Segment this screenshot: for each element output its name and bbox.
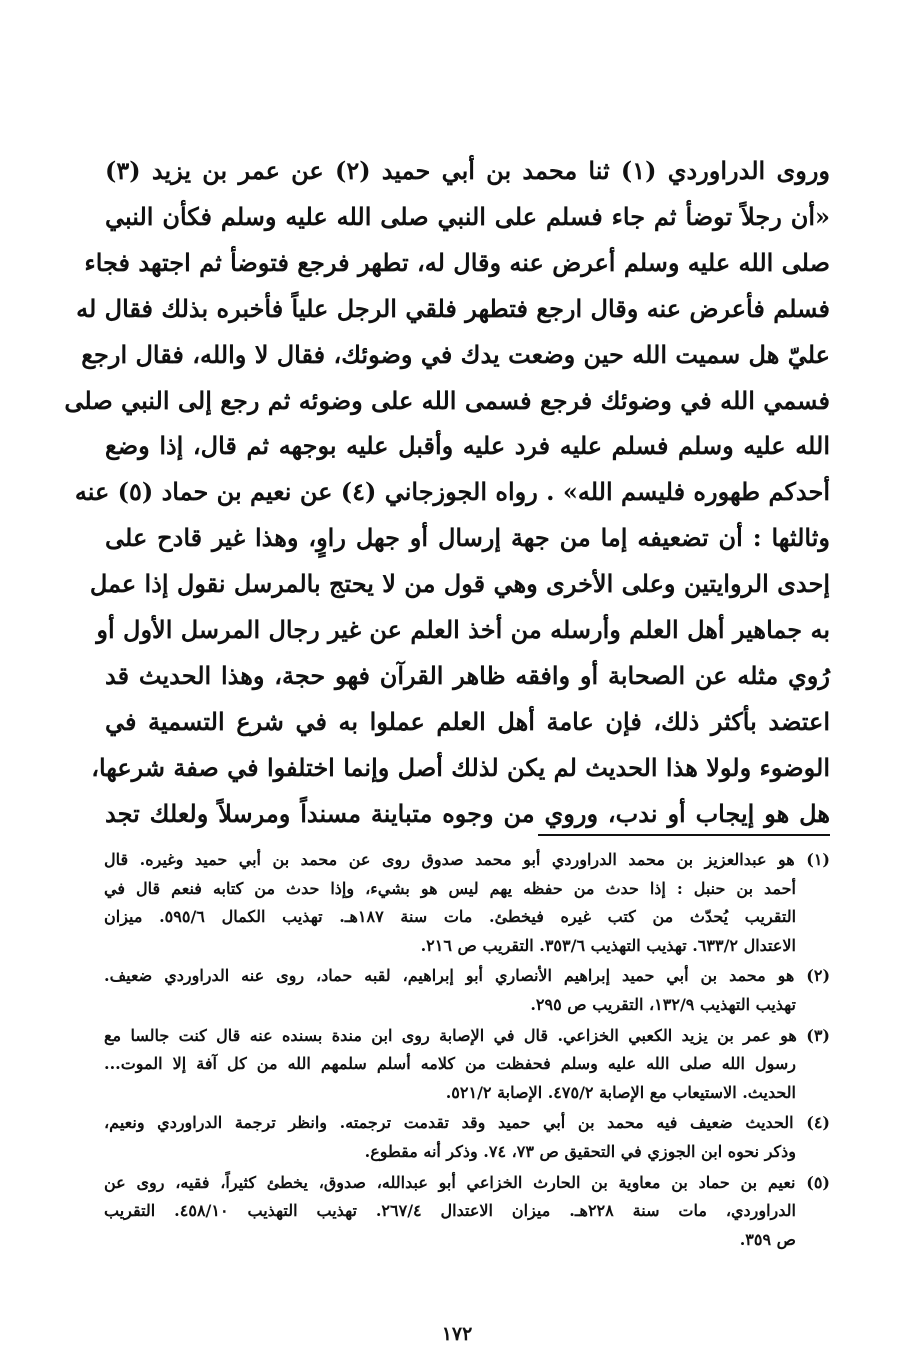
footnote-line: أحمد بن حنبل : إذا حدث من حفظه يهم ليس هو بشيء، وإذا حدث من كتابه فنعم قال في [104, 878, 796, 898]
footnote-line: وذكر نحوه ابن الجوزي في التحقيق ص ٧٣، ٧٤. وذكر أنه مقطوع. [364, 1141, 796, 1161]
footnote-line: الدراوردي، مات سنة ٢٢٨هـ. ميزان الاعتدال ٢٦٧/٤. تهذيب التهذيب ٤٥٨/١٠. التقريب [104, 1201, 797, 1221]
footnote-separator [538, 834, 830, 836]
footnote-line: ص ٣٥٩. [739, 1229, 796, 1249]
footnote-line: رسول الله صلى الله عليه وسلم فحفظت من كلامه أسلم سلمهم الله من كل آفة إلا الموت... [104, 1054, 796, 1074]
main-text-line: فسمي الله في وضوئك فرجع فسمى الله على وضوئه ثم رجع إلى النبي صلى [64, 385, 830, 415]
footnote-line: (٥) نعيم بن حماد بن معاوية بن الحارث الخزاعي أبو عبدالله، صدوق، يخطئ كثيراً، فقيه، روى عن [104, 1172, 830, 1192]
footnote-1 [104, 846, 830, 960]
footnotes-block [104, 846, 830, 1256]
main-text-line: فسلم فأعرض عنه وقال ارجع فتطهر فلقي الرجل علياً فأخبره بذلك فقال له [76, 293, 830, 323]
footnote-line: (٣) هو عمر بن يزيد الكعبي الخزاعي. قال في الإصابة روى ابن مندة بسنده عنه قال كنت جالسا مع [104, 1025, 830, 1045]
main-text-line: وروى الدراوردي (١) ثنا محمد بن أبي حميد (٢) عن عمر بن يزيد (٣) [105, 156, 831, 185]
footnote-4 [104, 1109, 830, 1166]
footnote-line: الاعتدال ٦٣٣/٢. تهذيب التهذيب ٣٥٣/٦. التقريب ص ٢١٦. [420, 935, 796, 955]
main-text-line: «أن رجلاً توضأ ثم جاء فسلم على النبي صلى الله عليه وسلم فكأن النبي [105, 201, 830, 231]
main-text-line: صلى الله عليه وسلم أعرض عنه وقال له، تطهر فرجع فتوضأ ثم اجتهد فجاء [84, 247, 830, 277]
footnote-line: (٤) الحديث ضعيف فيه محمد بن أبي حميد وقد تقدمت ترجمته. وانظر ترجمة الدراوردي ونعيم، [104, 1113, 830, 1133]
main-text-line: هل هو إيجاب أو ندب، وروي من وجوه متباينة مسنداً ومرسلاً ولعلك تجد [105, 798, 830, 828]
footnote-line: الحديث. الاستيعاب مع الإصابة ٤٧٥/٢. الإصابة ٥٢١/٢. [445, 1082, 796, 1102]
footnote-line: (٢) هو محمد بن أبي حميد إبراهيم الأنصاري أبو إبراهيم، لقبه حماد، روى عنه الدراوردي ضعيف. [104, 966, 831, 986]
main-text-line: الوضوء ولولا هذا الحديث لم يكن لذلك أصل وإنما اختلفوا في صفة شرعها، [91, 752, 830, 782]
main-text-line: وثالثها : أن تضعيفه إما من جهة إرسال أو جهل راوٍ، وهذا غير قادح على [105, 523, 830, 553]
footnote-3 [104, 1022, 830, 1108]
footnote-5 [104, 1169, 830, 1255]
footnote-line: التقريب يُحدّث من كتب غيره فيخطئ. مات سنة ١٨٧هـ. تهذيب الكمال ٥٩٥/٦. ميزان [104, 907, 797, 927]
main-text-line: به جماهير أهل العلم وأرسله من أخذ العلم عن غير رجال المرسل الأول أو [96, 615, 830, 645]
footnote-line: تهذيب التهذيب ١٣٢/٩، التقريب ص ٢٩٥. [530, 994, 796, 1014]
footnote-2 [104, 962, 830, 1019]
main-text-line: إحدى الروايتين وعلى الأخرى وهي قول من لا يحتج بالمرسل نقول إذا عمل [89, 569, 830, 599]
main-text-line: اعتضد بأكثر ذلك، فإن عامة أهل العلم عملوا به في شرع التسمية في [105, 706, 830, 736]
main-text-line: أحدكم طهوره فليسم الله» . رواه الجوزجاني (٤) عن نعيم بن حماد (٥) عنه [74, 477, 830, 507]
footnote-line: (١) هو عبدالعزيز بن محمد الدراوردي أبو محمد صدوق روى عن محمد بن أبي حميد وغيره. قال [104, 850, 830, 869]
page-number: ١٧٢ [441, 1323, 473, 1345]
main-text-line: عليّ هل سميت الله حين وضعت يدك في وضوئك، فقال لا والله، فقال ارجع [81, 339, 830, 369]
main-text-line: الله عليه وسلم فسلم عليه فرد عليه وأقبل عليه بوجهه ثم قال، إذا وضع [105, 431, 830, 461]
main-text-line: رُوي مثله عن الصحابة أو وافقه ظاهر القرآن فهو حجة، وهذا الحديث قد [105, 660, 830, 690]
main-text-block [64, 148, 831, 837]
